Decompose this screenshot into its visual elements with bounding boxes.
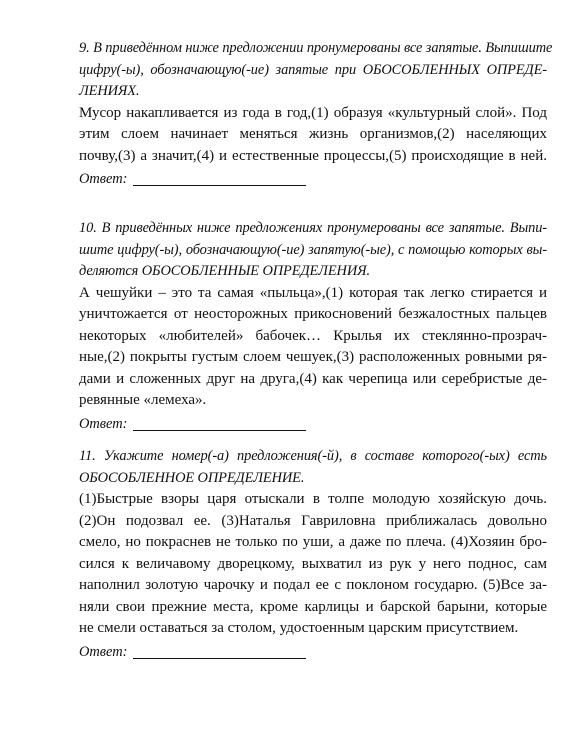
text-line: (2)Он подозвал ее. (3)Наталья Гавриловна приближалась довольно xyxy=(79,512,547,529)
text-line: сился к величавому дворецкому, выхватил из рук у него поднос, сам xyxy=(79,555,547,572)
task-10-text xyxy=(79,283,547,412)
instruction-line: 9. В приведённом ниже предложении пронумерованы все запятые. Выпишите xyxy=(79,40,553,56)
text-line: ревянные «лемеха». xyxy=(79,392,207,408)
answer-blank[interactable] xyxy=(133,430,306,431)
text-line: Мусор накапливается из года в год,(1) образуя «культурный слой». Под xyxy=(79,104,547,121)
task-10 xyxy=(79,218,547,435)
instruction-line: 11. Укажите номер(-а) предложения(-й), в составе которого(-ых) есть xyxy=(79,448,547,464)
text-line: дами и сложенных друг на друга,(4) как черепица или серебристые де- xyxy=(79,370,547,387)
text-line: (1)Быстрые взоры царя отыскали в толпе молодую хозяйскую дочь. xyxy=(79,491,547,507)
text-line: уничтожается от неосторожных прикосновений безжалостных пальцев xyxy=(79,306,547,322)
task-10-answer xyxy=(79,414,547,436)
answer-label: Ответ: xyxy=(79,171,128,187)
task-9 xyxy=(79,38,553,191)
instruction-line: 10. В приведённых ниже предложениях пронумерованы все запятые. Выпи- xyxy=(79,220,547,236)
text-line: А чешуйки – это та самая «пыльца»,(1) которая так легко стирается и xyxy=(79,284,547,301)
text-line: смело, но покраснев не только по уши, а даже по плеча. (4)Хозяин бро- xyxy=(79,534,547,550)
instruction-line: ЛЕНИЯХ. xyxy=(79,83,140,99)
text-line: не смели оставаться за столом, удостоенным царским присутствием. xyxy=(79,620,519,636)
task-10-instruction xyxy=(79,218,547,283)
text-line: наполнил золотую чарочку и подал ее с поклоном государю. (5)Все за- xyxy=(79,577,547,593)
task-11-text xyxy=(79,489,547,640)
answer-blank[interactable] xyxy=(133,185,306,186)
answer-label: Ответ: xyxy=(79,643,128,660)
task-9-text xyxy=(79,103,547,168)
text-line: этим слоем начинает меняться жизнь организмов,(2) населяющих xyxy=(79,126,547,142)
instruction-line: ОБОСОБЛЕННОЕ ОПРЕДЕЛЕНИЕ. xyxy=(79,469,305,486)
task-9-instruction xyxy=(79,38,553,103)
instruction-line: цифру(-ы), обозначающую(-ие) запятые при ОБОСОБЛЕННЫХ ОПРЕДЕ- xyxy=(79,61,547,78)
instruction-line: шите цифру(-ы), обозначающую(-ие) запятую(-ые), с помощью которых вы- xyxy=(79,241,547,258)
task-9-answer xyxy=(79,169,547,191)
instruction-line: деляются ОБОСОБЛЕННЫЕ ОПРЕДЕЛЕНИЯ. xyxy=(79,263,370,279)
text-line: почву,(3) а значит,(4) и естественные процессы,(5) происходящие в ней. xyxy=(79,147,547,164)
text-line: некоторых «любителей» бабочек… Крылья их стеклянно-прозрач- xyxy=(79,327,547,344)
answer-blank[interactable] xyxy=(133,658,306,659)
text-line: ные,(2) покрыты густым слоем чешуек,(3) расположенных ровными ря- xyxy=(79,349,547,365)
task-11 xyxy=(79,446,547,663)
task-11-instruction xyxy=(79,446,547,489)
task-11-answer xyxy=(79,642,547,664)
answer-label: Ответ: xyxy=(79,415,128,432)
text-line: няли свои прежние места, кроме карлицы и барской барыни, которые xyxy=(79,598,547,615)
